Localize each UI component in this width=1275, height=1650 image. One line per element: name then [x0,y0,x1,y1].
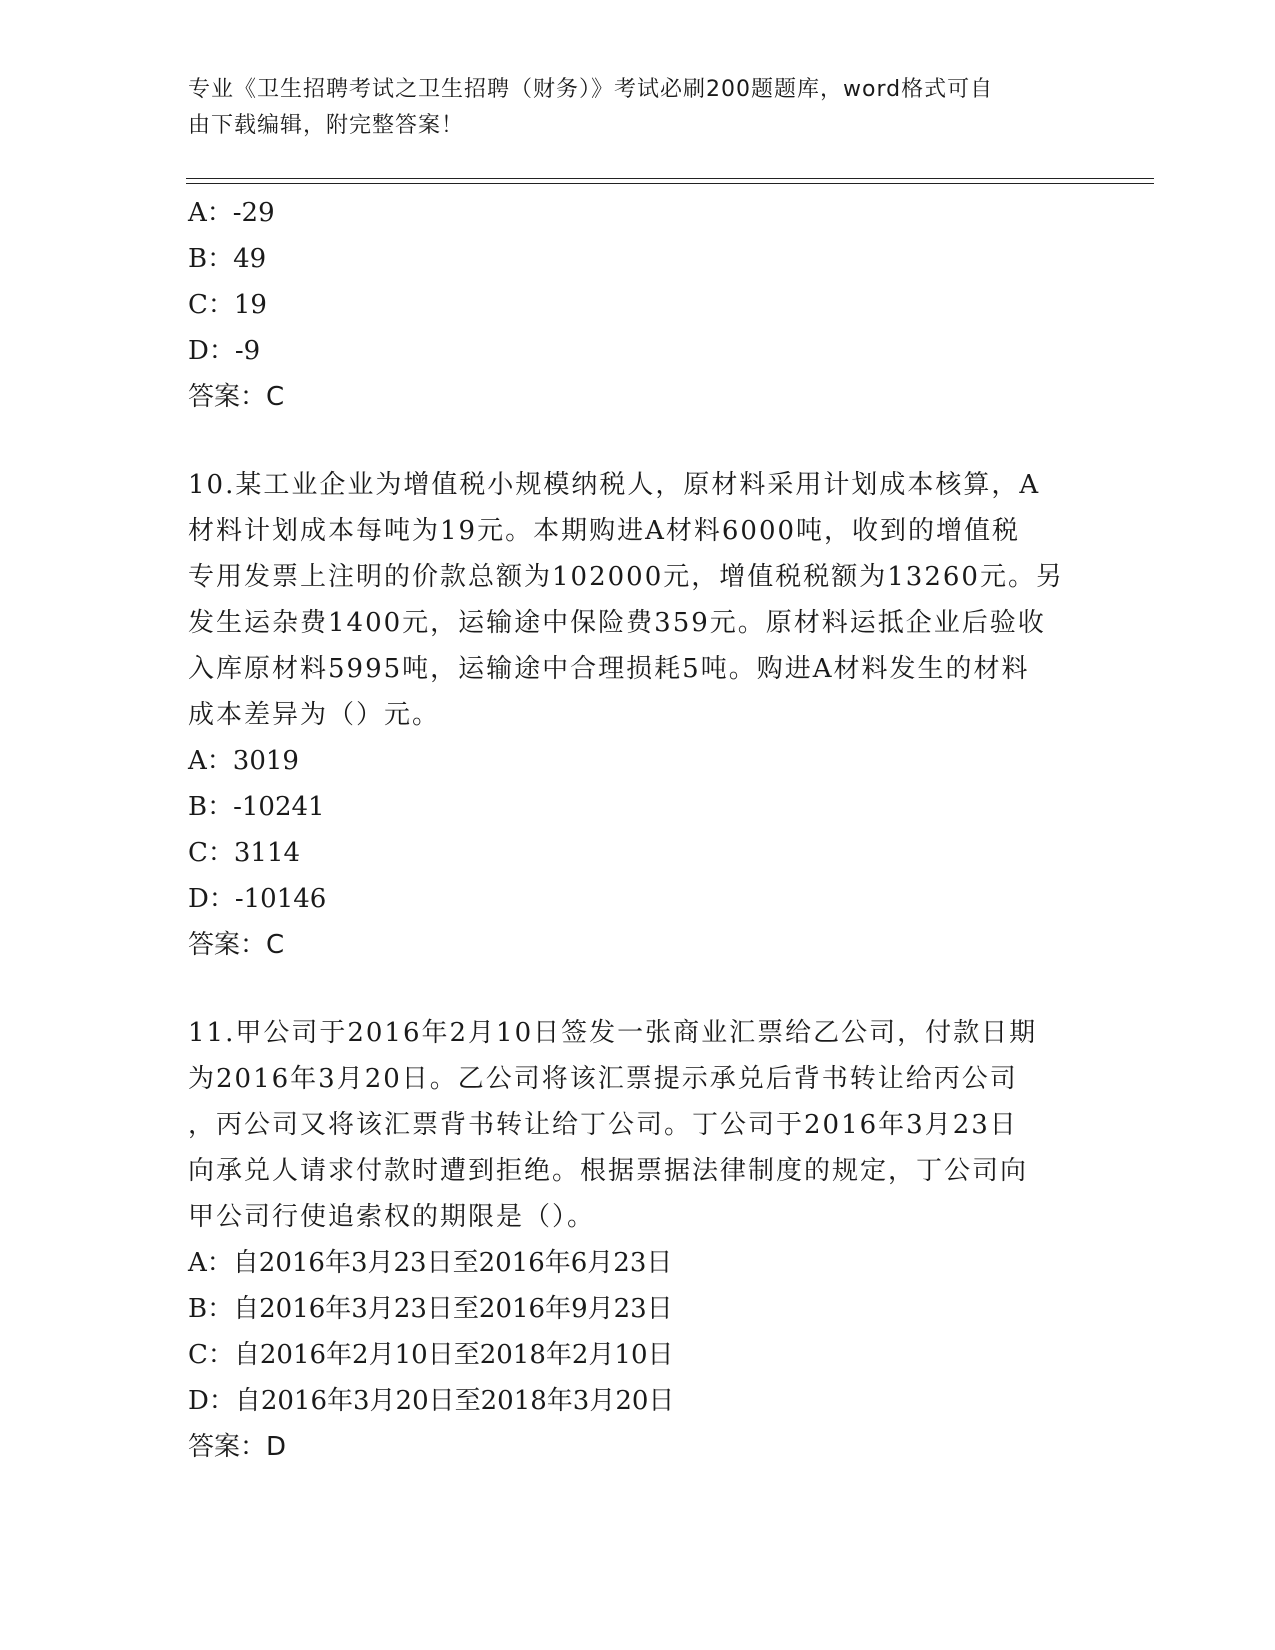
question-line: 入库原材料5995吨，运输途中合理损耗5吨。购进A材料发生的材料 [188,654,1030,684]
option-a: A：-29 [188,198,275,228]
question-line: 向承兑人请求付款时遭到拒绝。根据票据法律制度的规定，丁公司向 [188,1156,1029,1186]
question-block [188,462,1088,968]
answer-line: 答案：C [188,930,285,960]
header-line: 由下载编辑，附完整答案！ [188,113,465,138]
option-b: B：-10241 [188,792,325,822]
question-block [188,1010,1088,1470]
header-divider-bottom [186,183,1154,184]
answer-line: 答案：C [188,382,285,412]
option-b: B：自2016年3月23日至2016年9月23日 [188,1294,673,1324]
question-text [188,462,1088,738]
answer-line: 答案：D [188,1432,287,1462]
question-line: 为2016年3月20日。乙公司将该汇票提示承兑后背书转让给丙公司 [188,1064,1018,1094]
option-a: A：自2016年3月23日至2016年6月23日 [188,1248,673,1278]
option-d: D：-9 [188,336,261,366]
question-line: ，丙公司又将该汇票背书转让给丁公司。丁公司于2016年3月23日 [188,1110,1018,1140]
option-a: A：3019 [188,746,299,776]
question-line: 材料计划成本每吨为19元。本期购进A材料6000吨，收到的增值税 [188,516,1021,546]
option-d: D：自2016年3月20日至2018年3月20日 [188,1386,675,1416]
question-line: 甲公司行使追索权的期限是（）。 [188,1202,596,1232]
option-c: C：19 [188,290,267,320]
option-b: B：49 [188,244,267,274]
question-line: 发生运杂费1400元，运输途中保险费359元。原材料运抵企业后验收 [188,608,1046,638]
option-c: C：自2016年2月10日至2018年2月10日 [188,1340,674,1370]
question-line: 10.某工业企业为增值税小规模纳税人，原材料采用计划成本核算，A [188,470,1041,500]
option-c: C：3114 [188,838,301,868]
question-line: 专用发票上注明的价款总额为102000元，增值税税额为13260元。另 [188,562,1064,592]
header-divider-top [186,178,1154,179]
question-list [188,190,1088,1470]
question-text [188,1010,1088,1240]
option-d: D：-10146 [188,884,327,914]
question-block [188,190,1088,420]
question-line: 成本差异为（）元。 [188,700,441,730]
document-header [188,72,1068,144]
question-line: 11.甲公司于2016年2月10日签发一张商业汇票给乙公司，付款日期 [188,1018,1038,1048]
header-line: 专业《卫生招聘考试之卫生招聘（财务）》考试必刷200题题库，word格式可自 [188,77,994,102]
